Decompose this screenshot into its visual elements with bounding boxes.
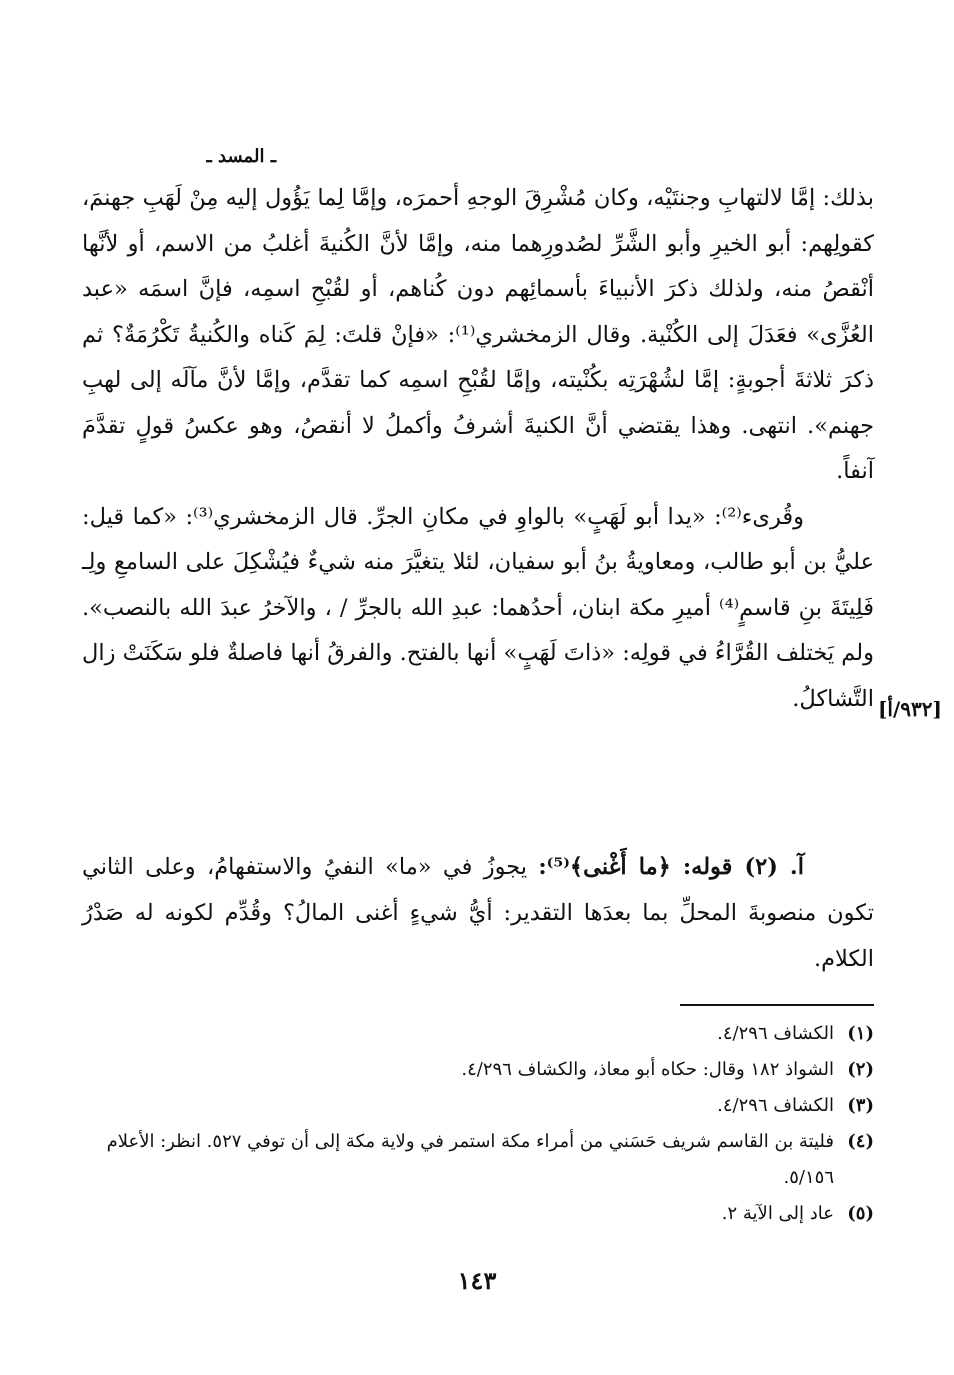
- footnote-number: (٤): [847, 1131, 874, 1152]
- footnote-item: [82, 1088, 874, 1124]
- verse-commentary-text: يجوزُ في «ما» النفيُ والاستفهامُ، وعلى الثاني تكون منصوبةَ المحلِّ بما بعدَها التقدير: أيُّ شيءٍ أغنى المالُ؟ وقُدِّم لكونه له صَدْرُ الكلام.: [82, 854, 874, 972]
- page-number: ١٤٣: [457, 1266, 497, 1295]
- footnote-text: عاد إلى الآية ٢.: [721, 1203, 834, 1224]
- verse-heading: آ. (٢) قوله: ﴿ما أَغْنى﴾⁽⁵⁾:: [538, 854, 804, 880]
- footnote-text: الكشاف ٤/٢٩٦.: [717, 1023, 834, 1044]
- footnote-text: الشواذ ١٨٢ وقال: حكاه أبو معاذ، والكشاف ٤/٢٩٦.: [461, 1059, 834, 1080]
- verse-commentary-block: [82, 844, 874, 982]
- footnote-item: [82, 1196, 874, 1232]
- footnote-text: الكشاف ٤/٢٩٦.: [717, 1095, 834, 1116]
- footnote-text: فليتة بن القاسم شريف حَسَني من أمراء مكة استمر في ولاية مكة إلى أن توفي ٥٢٧. انظر: الأعلام ٥/١٥٦.: [106, 1131, 834, 1188]
- footnote-item: [82, 1052, 874, 1088]
- footnote-number: (٣): [847, 1095, 874, 1116]
- paragraph-2: وقُرىء⁽²⁾: «يدا أبو لَهَبٍ» بالواوِ في مكانِ الجرِّ. قال الزمخشري⁽³⁾: «كما قيل: عليُّ بن أبو طالب، ومعاويةُ بنُ أبو سفيان، لئلا يتغيَّرَ منه شيءٌ فيُشْكِلَ على السامعِ ولِـ فَلِيتَةَ بنِ قاسمٍ⁽⁴⁾ أميرِ مكة ابنان، أحدُهما: عبدِ الله بالجرِّ / ، والآخرُ عبدَ الله بالنصب». ولم يَختلف القُرَّاءُ في قولِه: «ذاتَ لَهَبٍ» أنها بالفتح. والفرقُ أنها فاصلةٌ فلو سَكَنَتْ زال التَّشاكلُ.: [82, 503, 874, 712]
- running-head: ـ المسد ـ: [206, 146, 276, 167]
- footnote-number: (٢): [847, 1059, 874, 1080]
- marginal-manuscript-reference: [٩٣٢/أ]: [877, 697, 942, 721]
- verse-paragraph: [82, 844, 874, 982]
- footnote-number: (٥): [847, 1203, 874, 1224]
- footnote-number: (١): [847, 1023, 874, 1044]
- footnotes-section: [82, 1016, 874, 1232]
- footnote-separator: [680, 1004, 874, 1006]
- main-text-block: [82, 176, 874, 722]
- footnote-list: [82, 1016, 874, 1232]
- paragraph-1: بذلك: إمَّا لالتهابِ وجنتَيْه، وكان مُشْرِقَ الوجهِ أحمرَه، وإمَّا لِما يَؤُول إليه مِنْ لَهَبِ جهنمَ، كقولِهم: أبو الخيرِ وأبو الشَّرِّ لصُدورِهما منه، وإمَّا لأنَّ الكُنيةَ أغلبُ من الاسم، أو لأنَّها أنْقصُ منه، ولذلك ذكرَ الأنبياءَ بأسمائِهم دون كُناهم، أو لقُبْحِ اسمِه، فإنَّ اسمَه «عبد العُزَّى» فعَدَلَ إلى الكُنْية. وقال الزمخشري⁽¹⁾: «فإنْ قلتَ: لِمَ كَناه والكُنيةُ تَكْرُمَةٌ؟ ثم ذكرَ ثلاثةَ أجوبةٍ: إمَّا لشُهْرَتِه بكُنْيته، وإمَّا لقُبْحِ اسمِه كما تقدَّم، وإمَّا لأنَّ مآلَه إلى لهبِ جهنم». انتهى. وهذا يقتضي أنَّ الكنيةَ أشرفُ وأكملُ لا أنقصُ، وهو عكسُ قولٍ تقدَّمَ آنفاً.: [82, 185, 874, 484]
- footnote-item: [82, 1016, 874, 1052]
- footnote-item: [82, 1124, 874, 1196]
